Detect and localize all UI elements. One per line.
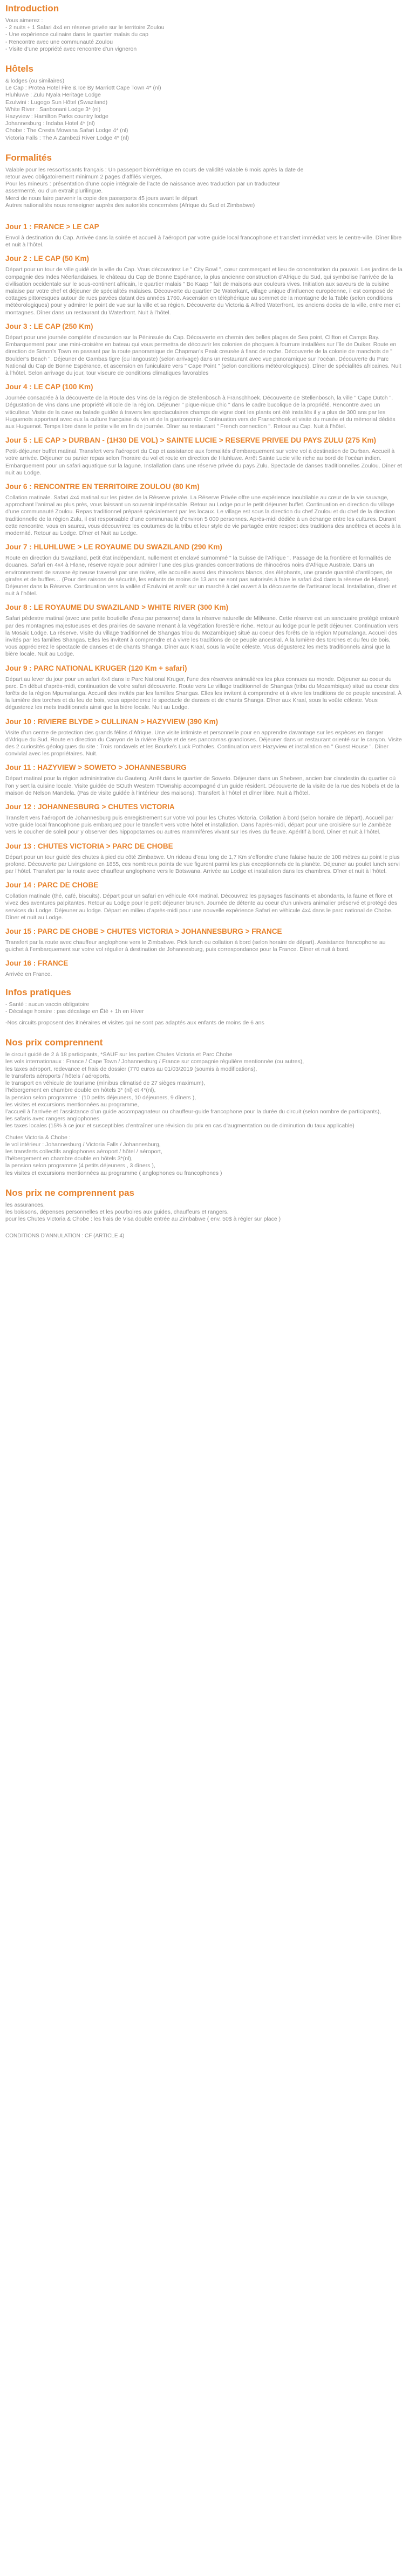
formalites-line: assermenté, ou d’un extrait plurilingue. bbox=[5, 188, 103, 195]
comprend-line: les safaris avec rangers anglophones bbox=[5, 1115, 99, 1122]
cancellation-conditions: CONDITIONS D’ANNULATION : CF (ARTICLE 4) bbox=[5, 1233, 125, 1239]
intro-line: - Rencontre avec une communauté Zoulou bbox=[5, 38, 113, 45]
day-description: Transfert par la route avec chauffeur anglophone vers le Zimbabwe. Pick lunch ou collation à bord (selon horaire de départ). Assistance francophone au guichet à l’embarquement sur votre vol régulier à destination de Johannesburg, puis correspondance pour la France. Dîner et nuit à bord. bbox=[5, 939, 386, 953]
day-3 bbox=[5, 316, 404, 377]
non-compris-line: pour les Chutes Victoria & Chobe : les frais de Visa double entrée au Zimbabwe ( env. 50$ à régler sur place ) bbox=[5, 1216, 281, 1223]
comprend-line: la pension selon programme (4 petits déjeuners , 3 dîners ), bbox=[5, 1162, 155, 1169]
day-9 bbox=[5, 658, 404, 712]
hotel-line: & lodges (ou similaires) bbox=[5, 78, 65, 85]
non-compris-section bbox=[5, 1184, 404, 1223]
day-title: Jour 3 : LE CAP (250 Km) bbox=[5, 322, 93, 330]
intro-line: Vous aimerez : bbox=[5, 17, 43, 24]
day-description: Envol à destination du Cap. Arrivée dans la soirée et accueil à l’aéroport par votre guide local francophone et transfert immédiat vers le centre-ville. Dîner libre et nuit à l’hôtel. bbox=[5, 235, 402, 249]
intro-line: - Une expérience culinaire dans le quartier malais du cap bbox=[5, 31, 148, 38]
day-description: Départ pour un tour de ville guidé de la ville du Cap. Vous découvrirez Le " City Bowl ", cœur commerçant et lieu de concentration du pouvoir. Les jardins de la compagnie des Indes Néerlandaises, le château du Cap de Bonne Espérance, la plus ancienne construction d’Afrique du Sud, qui symbolise l’arrivée de la civilisation occidentale sur le sous-continent africain, le quartier malais " Bo Kaap " fait de maisons aux couleurs vives. Initiation aux saveurs de la cuisine malaise par votre chef et déjeuner de spécialités malaises. Découverte du quartier De Waterkant, village unique d’influence européenne, il est composé de cottages pittoresques autour de rues pavées datant des années 1760. Ascension en téléphérique au sommet de la montagne de la Table (selon conditions météorologiques) pour y admirer le point de vue sur la ville et sa région. Découverte du Victoria & Alfred Waterfront, les anciens docks de la ville, entre mer et montagnes. Dîner dans un restaurant du Waterfront. Nuit à l’hôtel. bbox=[5, 266, 403, 316]
intro-line: - Visite d’une propriété avec rencontre d’un vigneron bbox=[5, 45, 137, 52]
comprend-line: les transferts collectifs anglophones aéroport / hôtel / aéroport, bbox=[5, 1148, 162, 1155]
day-1 bbox=[5, 217, 404, 249]
day-title: Jour 13 : CHUTES VICTORIA > PARC DE CHOBE bbox=[5, 842, 173, 850]
day-title: Jour 16 : FRANCE bbox=[5, 959, 69, 968]
day-14 bbox=[5, 875, 404, 921]
day-description: Journée consacrée à la découverte de la Route des Vins de la région de Stellenbosch à Franschhoek. Découverte de Stellenbosch, la ville " Cape Dutch ". Dégustation de vins dans une propriété viticole de la région. Déjeuner " pique-nique chic " dans le cadre bucolique de la propriété. Rencontre avec un viticulteur. Visite de la cave ou balade guidée à travers les spectaculaires champs de vigne dont les plants ont été installés il y a plus de 300 ans par les Huguenots apportant avec eux la culture française du vin et de la gastronomie. Continuation vers de Franschhoek et visite du musée et du mémorial dédiés aux Huguenot. Temps libre dans le petite ville en fin de journée. Dîner au restaurant " French connection ". Retour au Cap. Nuit à l’hôtel. bbox=[5, 395, 396, 430]
comprend-line: le transferts aéroports / hôtels / aéroports, bbox=[5, 1072, 111, 1079]
comprend-line: le vol intérieur : Johannesburg / Victoria Falls / Johannesburg, bbox=[5, 1141, 161, 1148]
hotel-line: Hazyview : Hamilton Parks country lodge bbox=[5, 113, 108, 120]
day-description: Visite d’un centre de protection des grands félins d’Afrique. Une visite intimiste et personnelle pour en apprendre davantage sur les espèces en danger d’Afrique du Sud. Route en direction du Canyon de la rivière Blyde et de ses panoramas grandioses. Déjeuner dans un restaurant orienté sur le canyon. Visite des 2 curiosités géologiques du site : Trois rondavels et les Bourke’s Luck Potholes. Continuation vers Hazyview et installation en " Guest House ". Dîner convivial avec les propriétaires. Nuit. bbox=[5, 729, 402, 757]
formalites-line: Merci de nous faire parvenir la copie des passeports 45 jours avant le départ bbox=[5, 195, 198, 202]
hotels-section bbox=[5, 60, 404, 142]
day-title: Jour 10 : RIVIERE BLYDE > CULLINAN > HAZYVIEW (390 Km) bbox=[5, 717, 219, 726]
formalites-line: Autres nationalités nous renseigner auprès des autorités concernées (Afrique du Sud et Zimbabwe) bbox=[5, 202, 255, 209]
hotel-line: Ezulwini : Lugogo Sun Hôtel (Swaziland) bbox=[5, 99, 108, 106]
day-13 bbox=[5, 836, 404, 876]
comprend-line: le circuit guidé de 2 à 18 participants, *SAUF sur les parties Chutes Victoria et Parc Chobe bbox=[5, 1051, 233, 1058]
hotel-line: Johannesburg : Indaba Hotel 4* (nl) bbox=[5, 120, 95, 127]
introduction-title: Introduction bbox=[5, 3, 59, 13]
comprend-line: le transport en véhicule de tourisme (minibus climatisé de 27 sièges maximum), bbox=[5, 1080, 205, 1087]
hotels-title: Hôtels bbox=[5, 64, 33, 74]
infos-section bbox=[5, 984, 404, 1027]
comprend-title: Nos prix comprennent bbox=[5, 1037, 103, 1048]
day-16 bbox=[5, 953, 404, 978]
program-page bbox=[0, 0, 409, 1240]
formalites-line: Valable pour les ressortissants français : Un passeport biométrique en cours de validité valable 6 mois après la date de bbox=[5, 166, 304, 173]
day-7 bbox=[5, 537, 404, 597]
itinerary bbox=[5, 217, 404, 979]
comprend-line: l’accueil à l’arrivée et l’assistance d’un guide accompagnateur ou chauffeur-guide francophone pour la durée du circuit (selon nombre de participants), bbox=[5, 1108, 381, 1115]
day-description: Collation matinale (thé, café, biscuits). Départ pour un safari en véhicule 4X4 matinal. Découvrez les paysages fascinants et abondants, la faune et flore et vivez des aventures palpitantes. Retour au Lodge pour le petit déjeuner brunch. Journée de détente au coeur d’un univers animalier préservé et protégé des services du Lodge. Déjeuner au lodge. Départ en milieu d’après-midi pour une nouvelle expérience Safari en véhicule 4x4 dans le parc national de Chobe. Dîner et nuit au Lodge. bbox=[5, 893, 398, 921]
formalites-line: Pour les mineurs : présentation d’une copie intégrale de l’acte de naissance avec traduction par un traducteur bbox=[5, 181, 280, 188]
day-title: Jour 6 : RENCONTRE EN TERRITOIRE ZOULOU (80 Km) bbox=[5, 482, 200, 491]
day-title: Jour 11 : HAZYVIEW > SOWETO > JOHANNESBURG bbox=[5, 763, 187, 772]
hotel-line: White River : Sanbonani Lodge 3* (nl) bbox=[5, 106, 101, 113]
day-title: Jour 2 : LE CAP (50 Km) bbox=[5, 254, 90, 263]
day-10 bbox=[5, 712, 404, 758]
day-description: Transfert vers l’aéroport de Johannesburg puis enregistrement sur votre vol pour les Chutes Victoria. Collation à bord (selon horaire de départ). Accueil par votre guide local francophone puis embarquez pour le transfert vers votre hôtel et installation. Dans l’après-midi, départ pour une croisière sur le Zambèze vers le coucher de soleil pour y observer des hippopotames ou autres mammifères vivant sur les rives du fleuve. Apéritif à bord. Dîner et nuit à l’hôtel. bbox=[5, 815, 394, 836]
comprend-line: les taxes aéroport, redevance et frais de dossier (770 euros au 01/03/2019 (soumis à modifications), bbox=[5, 1065, 257, 1072]
day-description: Départ pour un tour guidé des chutes à pied du côté Zimbabwe. Un rideau d’eau long de 1,7 Km s’effondre d’une falaise haute de 108 mètres au point le plus profond. Découverte par Livingstone en 1855, ces nombreux points de vue figurent parmi les plus exceptionnels de la planète. Déjeuner au poulet lunch servi par l’hôtel. Transfert par la route avec chauffeur anglophone vers le Botswana. Arrivée au Lodge et installation dans les chambres. Dîner et nuit à l’hôtel. bbox=[5, 853, 400, 875]
day-title: Jour 4 : LE CAP (100 Km) bbox=[5, 383, 93, 391]
hotel-line: Hluhluwe : Zulu Nyala Heritage Lodge bbox=[5, 92, 101, 99]
infos-line: -Nos circuits proposent des itinéraires et visites qui ne sont pas adaptés aux enfants de moins de 6 ans bbox=[5, 1020, 264, 1027]
comprend-line: Chutes Victoria & Chobe : bbox=[5, 1134, 71, 1141]
day-12 bbox=[5, 797, 404, 836]
comprend-line: les visites et excursions mentionnées au programme ( anglophones ou francophones ) bbox=[5, 1169, 222, 1176]
day-title: Jour 5 : LE CAP > DURBAN - (1H30 DE VOL) > SAINTE LUCIE > RESERVE PRIVEE DU PAYS ZULU (275 Km) bbox=[5, 436, 377, 445]
comprend-section bbox=[5, 1034, 404, 1176]
day-description: Départ matinal pour la région administrative du Gauteng. Arrêt dans le quartier de Soweto. Déjeuner dans un Shebeen, ancien bar clandestin du quartier où l’on y sert la cuisine locale. Visite guidée de SOuth Western TOwnship accompagné d’un guide résident. Découverte de la visite de la rue des Nobels et de la maison de Nelson Mandela. (Pas de visite guidée à l’intérieur des maisons). Transfert à l’hôtel et dîner libre. Nuit à l’hôtel. bbox=[5, 775, 399, 796]
comprend-line: les visites et excursions mentionnées au programme, bbox=[5, 1101, 139, 1108]
day-2 bbox=[5, 249, 404, 316]
day-title: Jour 8 : LE ROYAUME DU SWAZILAND > WHITE RIVER (300 Km) bbox=[5, 603, 229, 612]
intro-line: - 2 nuits + 1 Safari 4x4 en réserve privée sur le territoire Zoulou bbox=[5, 24, 165, 31]
non-compris-line: les boissons, dépenses personnelles et les pourboires aux guides, chauffeurs et rangers. bbox=[5, 1208, 229, 1215]
day-6 bbox=[5, 477, 404, 537]
non-compris-title: Nos prix ne comprennent pas bbox=[5, 1187, 134, 1198]
day-5 bbox=[5, 430, 404, 477]
day-title: Jour 15 : PARC DE CHOBE > CHUTES VICTORIA > JOHANNESBURG > FRANCE bbox=[5, 927, 282, 936]
day-title: Jour 9 : PARC NATIONAL KRUGER (120 Km + safari) bbox=[5, 664, 187, 672]
comprend-line: la pension selon programme : (10 petits déjeuners, 10 déjeuners, 9 dîners ), bbox=[5, 1094, 196, 1101]
day-title: Jour 12 : JOHANNESBURG > CHUTES VICTORIA bbox=[5, 803, 175, 811]
formalites-section bbox=[5, 149, 404, 209]
formalites-title: Formalités bbox=[5, 152, 52, 163]
non-compris-line: les assurances, bbox=[5, 1201, 45, 1208]
day-description: Départ pour une journée complète d’excursion sur la Péninsule du Cap. Découverte en chemin des belles plages de Sea point, Clifton et Camps Bay. Embarquement pour une mini-croisière en bateau qui vous permettra de découvrir les colonies de phoques à fourrure installées sur l’île de Duiker. Route en direction de Simon’s Town en passant par la route panoramique de Chapman’s Peak creusée à flanc de roche. Découverte de la colonie de manchots de " Boulder’s Beach ". Déjeuner de Gambas tigre (ou langouste) (selon arrivage) dans un restaurant avec vue panoramique sur l’océan. Découverte du Parc National du Cap de Bonne Espérance, et ascension en funiculaire vers " Cape Point " (selon conditions météorologiques). Dîner de spécialités africaines. Nuit à l’hôtel. Selon arrivage du jour, tour viseure de conditions climatiques favorables bbox=[5, 334, 401, 376]
infos-line: - Décalage horaire : pas décalage en Été + 1h en Hiver bbox=[5, 1008, 144, 1015]
introduction-section bbox=[5, 0, 404, 53]
comprend-line: l’hébergement en chambre double en hôtels 3* (nl) et 4*(nl), bbox=[5, 1087, 156, 1094]
infos-line: - Santé : aucun vaccin obligatoire bbox=[5, 1001, 90, 1008]
hotel-line: Victoria Falls : The A Zambezi River Lodge 4* (nl) bbox=[5, 134, 129, 141]
day-description: Route en direction du Swaziland, petit état indépendant, nullement et enclavé surnommé " la Suisse de l’Afrique ". Passage de la frontière et formalités de douanes. Safari en 4x4 à Hlane, réserve royale pour admirer l’une des plus grandes concentrations de rhinocéros noirs d’Afrique Australe. Dans un environnement de savane épineuse traversé par une rivière, elle accueille aussi des rhinocéros blancs, des éléphants, une grande quantité d’antilopes, de girafes et de buffles… (Pour des raisons de sécurité, les enfants de moins de 13 ans ne sont pas autorisés à faire le safari 4x4 dans la réserve de Hlane). Déjeuner dans la Réserve. Continuation vers la vallée d’Ezulwini et arrêt sur un marché à ciel ouvert à la découverte de l’artisanat local. Installation, dîner et nuit à l’hôtel. bbox=[5, 555, 397, 597]
formalites-line: retour avec obligatoirement minimum 2 pages d’affilés vierges. bbox=[5, 174, 163, 181]
day-15 bbox=[5, 921, 404, 953]
hotel-line: Le Cap : Protea Hotel Fire & Ice By Marriott Cape Town 4* (nl) bbox=[5, 85, 161, 92]
day-8 bbox=[5, 597, 404, 658]
comprend-line: les vols internationaux : France / Cape Town / Johannesburg / France sur compagnie régulière mentionnée (ou autres), bbox=[5, 1058, 304, 1065]
day-description: Collation matinale. Safari 4x4 matinal sur les pistes de la Réserve privée. La Réserve Privée offre une expérience inoubliable au cœur de la vie sauvage, approchant l’animal au plus près, vous laissant un souvenir impérissable. Retour au Lodge pour le petit déjeuner buffet. Continuation en direction du village d’une communauté Zoulou. Repas traditionnel préparé spécialement par les locaux. Le village est sous la direction du chef Zoulou et du chef de la direction traditionnelle de la région Zulu, il est responsable d’une communauté d’environ 5 000 personnes. Après-midi dédiée à un échange entre les cultures. Durant cette rencontre, vous en saurez, vous découvrirez les coutumes de la tribu et leur style de vie partagée entre respect des traditions des ancêtres et accès à la modernité. Retour au Lodge. Dîner et Nuit au Lodge. bbox=[5, 494, 401, 536]
day-title: Jour 1 : FRANCE > LE CAP bbox=[5, 223, 99, 231]
day-title: Jour 14 : PARC DE CHOBE bbox=[5, 881, 99, 890]
day-11 bbox=[5, 757, 404, 797]
comprend-line: les taxes locales (15% à ce jour et susceptibles d’entraîner une révision du prix en cas d’augmentation ou de diminution du taux applicable) bbox=[5, 1122, 355, 1129]
hotel-line: Chobe : The Cresta Mowana Safari Lodge 4* (nl) bbox=[5, 127, 128, 134]
comprend-line: l’hébergement en chambre double en hôtels 3*(nl), bbox=[5, 1155, 133, 1162]
day-description: Arrivée en France. bbox=[5, 971, 52, 978]
day-description: Petit-déjeuner buffet matinal. Transfert vers l’aéroport du Cap et assistance aux formalités d’embarquement sur votre vol à destination de Durban. Accueil à votre arrivée. Déjeuner ou panier repas selon l’horaire du vol et route en direction de Hluhluwe. Arrêt Sainte Lucie ville riche au bord de l’océan indien. Embarquement pour un safari aquatique sur la lagune. Installation dans une réserve privée du pays Zulu. Spectacle de danses traditionnelles Zoulou. Dîner et nuit au Lodge. bbox=[5, 448, 402, 476]
day-title: Jour 7 : HLUHLUWE > LE ROYAUME DU SWAZILAND (290 Km) bbox=[5, 543, 222, 552]
day-4 bbox=[5, 377, 404, 430]
day-description: Départ au lever du jour pour un safari 4x4 dans le Parc National Kruger, l’une des réserves animalières les plus connues au monde. Déjeuner au coeur du parc. En début d’après-midi, continuation de votre safari découverte. Route vers Le village traditionnel de Shangas (tribu du Mozambique) situé au coeur des forêts de la région Mpumalanga. Accueil des invités par les familles Shangas. Elles les invitent à comprendre et à vivre les traditions de ce peuple ancestral. À la lumière des torches et du feu de bois, vous apprécierez le spectacle de danses et de chants Shanga. Dîner aux Kraal, sous la voûte céleste. Vous dégusterez les mets traditionnels ainsi que la bière locale. Nuit au Lodge. bbox=[5, 676, 402, 711]
day-description: Safari pédestre matinal (avec une petite boutielle d’eau par personne) dans la réserve naturelle de Mlilwane. Cette réserve est un sanctuaire protégé entouré par des montagnes majestueuses et des prairies de savane menant à la végétation forestière riche. Retour au lodge pour le petit déjeuner. Continuation vers la Mosaic Lodge. La réserve. Visite du village traditionnel de Shangas tribu du Mozambique) situé au coeur des forêts de la région Mpumalanga. Accueil des invités par les familles Shangas. Elles les invitent à comprendre et à vivre les traditions de ce peuple ancestral. À la lumière des torches et du feu de bois, vous apprécierez le spectacle de danses et de chants Shanga. Dîner aux Kraal, sous la voûte céleste. Vous dégusterez les mets traditionnels ainsi que la bière locale. Nuit au Lodge. bbox=[5, 615, 399, 658]
infos-title: Infos pratiques bbox=[5, 987, 71, 997]
